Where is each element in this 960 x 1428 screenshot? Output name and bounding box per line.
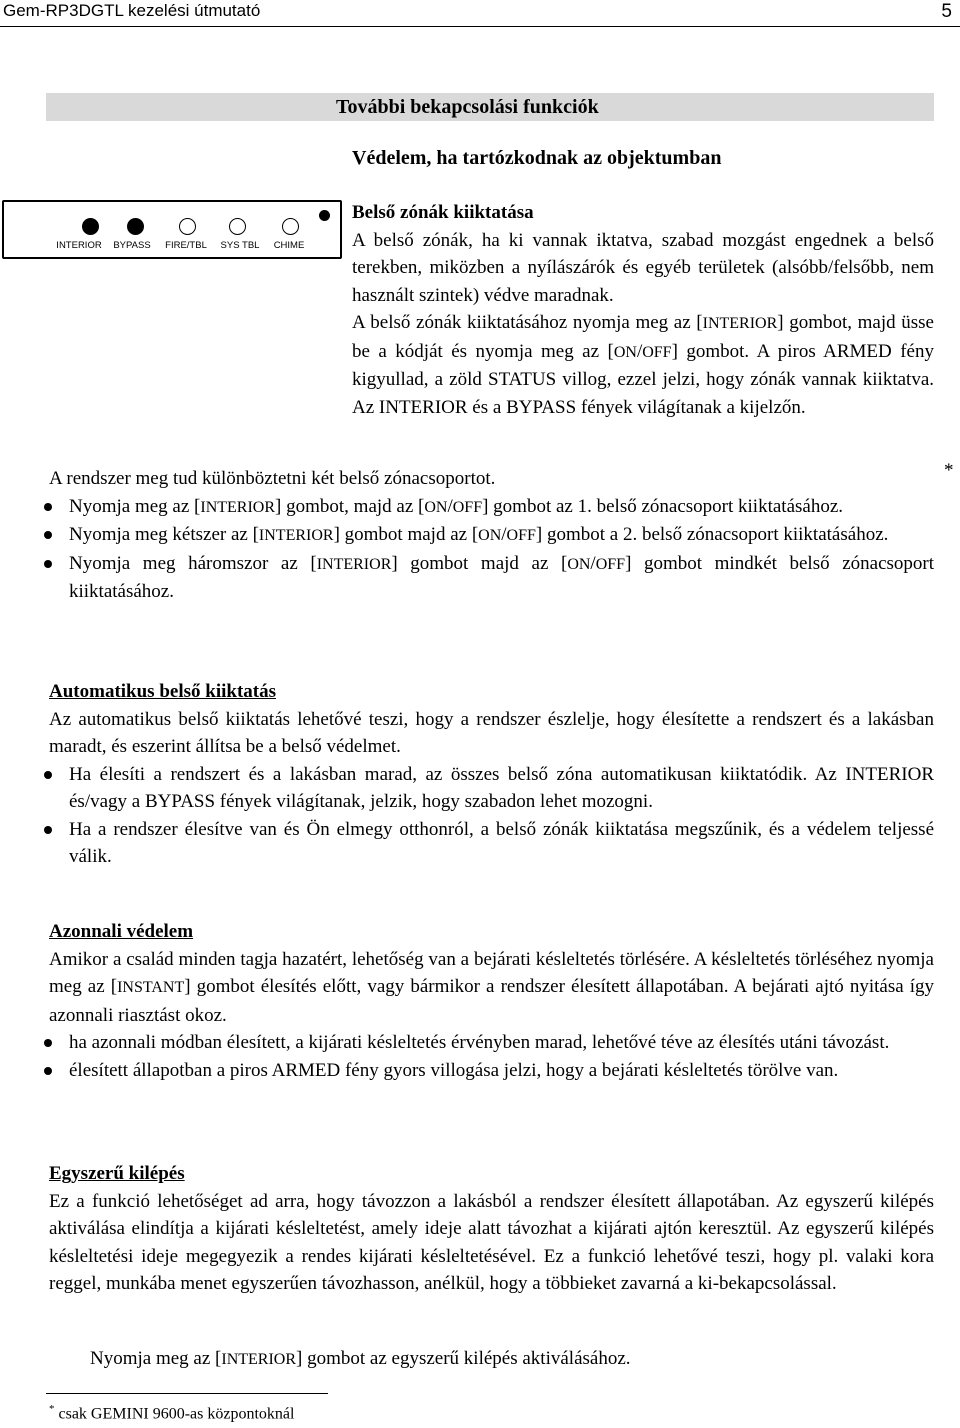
document-title: Gem-RP3DGTL kezelési útmutató xyxy=(3,1,261,20)
footnote: * csak GEMINI 9600-as központoknál xyxy=(49,1403,295,1423)
led-label-fire-tbl: FIRE/TBL xyxy=(165,240,207,251)
section-title-bar xyxy=(46,93,934,121)
led-label-interior: INTERIOR xyxy=(56,240,102,251)
keypad-led-panel xyxy=(2,200,342,259)
auto-bypass-heading: Automatikus belső kiiktatás xyxy=(49,681,276,702)
list-item: Nyomja meg háromszor az [INTERIOR] gombot majd az [ON/OFF] gombot mindkét belső zónacsoport kiiktatásához. xyxy=(0,550,934,606)
list-item: Nyomja meg az [INTERIOR] gombot, majd az [ON/OFF] gombot az 1. belső zónacsoport kiiktatásához. xyxy=(0,493,934,522)
instant-para: Amikor a család minden tagja hazatért, lehetőség van a bejárati késleltetés törlésére. A késleltetés törléséhez nyomja meg az [INSTANT] gombot élesítés előtt, vagy bármikor a rendszer élesített állapotában. A bejárati ajtó nyitása így azonnali riasztást okoz. xyxy=(49,948,934,1026)
quick-exit-section xyxy=(49,1160,934,1298)
list-item: Ha élesíti a rendszert és a lakásban marad, az összes belső zóna automatikusan kiiktatódik. Az INTERIOR és/vagy a BYPASS fények világítanak, jelzik, hogy szabadon lehet mozogni. xyxy=(0,761,934,816)
fire-tbl-led xyxy=(179,218,196,235)
list-item: Nyomja meg kétszer az [INTERIOR] gombot majd az [ON/OFF] gombot a 2. belső zónacsoport kiiktatásához. xyxy=(0,521,934,550)
quick-exit-instruction: Nyomja meg az [INTERIOR] gombot az egyszerű kilépés aktiválásához. xyxy=(90,1348,631,1369)
list-item: ha azonnali módban élesített, a kijárati késleltetés érvényben marad, lehetővé téve az élesítés utáni távozást. xyxy=(0,1029,934,1057)
bypass-para-1: A belső zónák, ha ki vannak iktatva, szabad mozgást engednek a belső terekben, miközben a nyílászárók és egyéb területek (alsóbb/felsőbb, nem használt szintek) védve maradnak. xyxy=(352,229,934,306)
bypass-heading: Belső zónák kiiktatása xyxy=(352,202,534,223)
subtitle: Védelem, ha tartózkodnak az objektumban xyxy=(352,147,722,169)
bypass-para-2: A belső zónák kiiktatásához nyomja meg az [INTERIOR] gombot, majd üsse be a kódját és nyomja meg az [ON/OFF] gombot. A piros ARMED fény kigyullad, a zöld STATUS villog, ezzel jelzi, hogy zónák vannak kiiktatva. Az INTERIOR és a BYPASS fények világítanak a kijelzőn. xyxy=(352,312,934,418)
quick-exit-para: Ez a funkció lehetőséget ad arra, hogy távozzon a lakásból a rendszer élesített állapotában. Az egyszerű kilépés aktiválása elindítja a kijárati késleltetést, amely ideje alatt távozhat a kijárati ajtón keresztül. Az egyszerű kilépés késleltetési ideje megegyezik a rendes kijárati késleltetésével. Ez a funkció lehetővé teszi, hogy pl. valaki kora reggel, munkába menet egyszerűen távozhasson, anélkül, hogy a többieket zavarná a ki-bekapcsolással. xyxy=(49,1190,934,1294)
auto-bypass-section xyxy=(49,678,934,871)
auto-bypass-para: Az automatikus belső kiiktatás lehetővé teszi, hogy a rendszer észlelje, hogy élesítette a rendszert és a lakásban maradt, és eszerint állítsa be a belső védelmet. xyxy=(49,708,934,757)
quick-exit-heading: Egyszerű kilépés xyxy=(49,1163,185,1184)
interior-led xyxy=(82,218,99,235)
page-number: 5 xyxy=(941,1,952,22)
led-label-bypass: BYPASS xyxy=(113,240,151,251)
bypass-led xyxy=(127,218,144,235)
sys-tbl-led xyxy=(229,218,246,235)
zone-groups-section xyxy=(49,465,934,606)
instant-section xyxy=(49,918,934,1084)
footnote-marker: * xyxy=(944,460,954,481)
page-header xyxy=(0,0,960,27)
bypass-section xyxy=(352,199,934,421)
footnote-divider xyxy=(46,1393,328,1394)
led-label-chime: CHIME xyxy=(273,240,305,251)
zone-groups-intro: A rendszer meg tud különböztetni két belső zónacsoportot. xyxy=(49,468,496,489)
instant-heading: Azonnali védelem xyxy=(49,921,194,942)
list-item: Ha a rendszer élesítve van és Ön elmegy otthonról, a belső zónák kiiktatása megszűnik, és a védelem teljessé válik. xyxy=(0,816,934,871)
chime-led xyxy=(282,218,299,235)
list-item: élesített állapotban a piros ARMED fény gyors villogása jelzi, hogy a bejárati késleltetés törölve van. xyxy=(0,1057,934,1085)
led-label-sys-tbl: SYS TBL xyxy=(220,240,260,251)
section-title: További bekapcsolási funkciók xyxy=(336,96,599,118)
armed-indicator-dot xyxy=(319,210,330,221)
